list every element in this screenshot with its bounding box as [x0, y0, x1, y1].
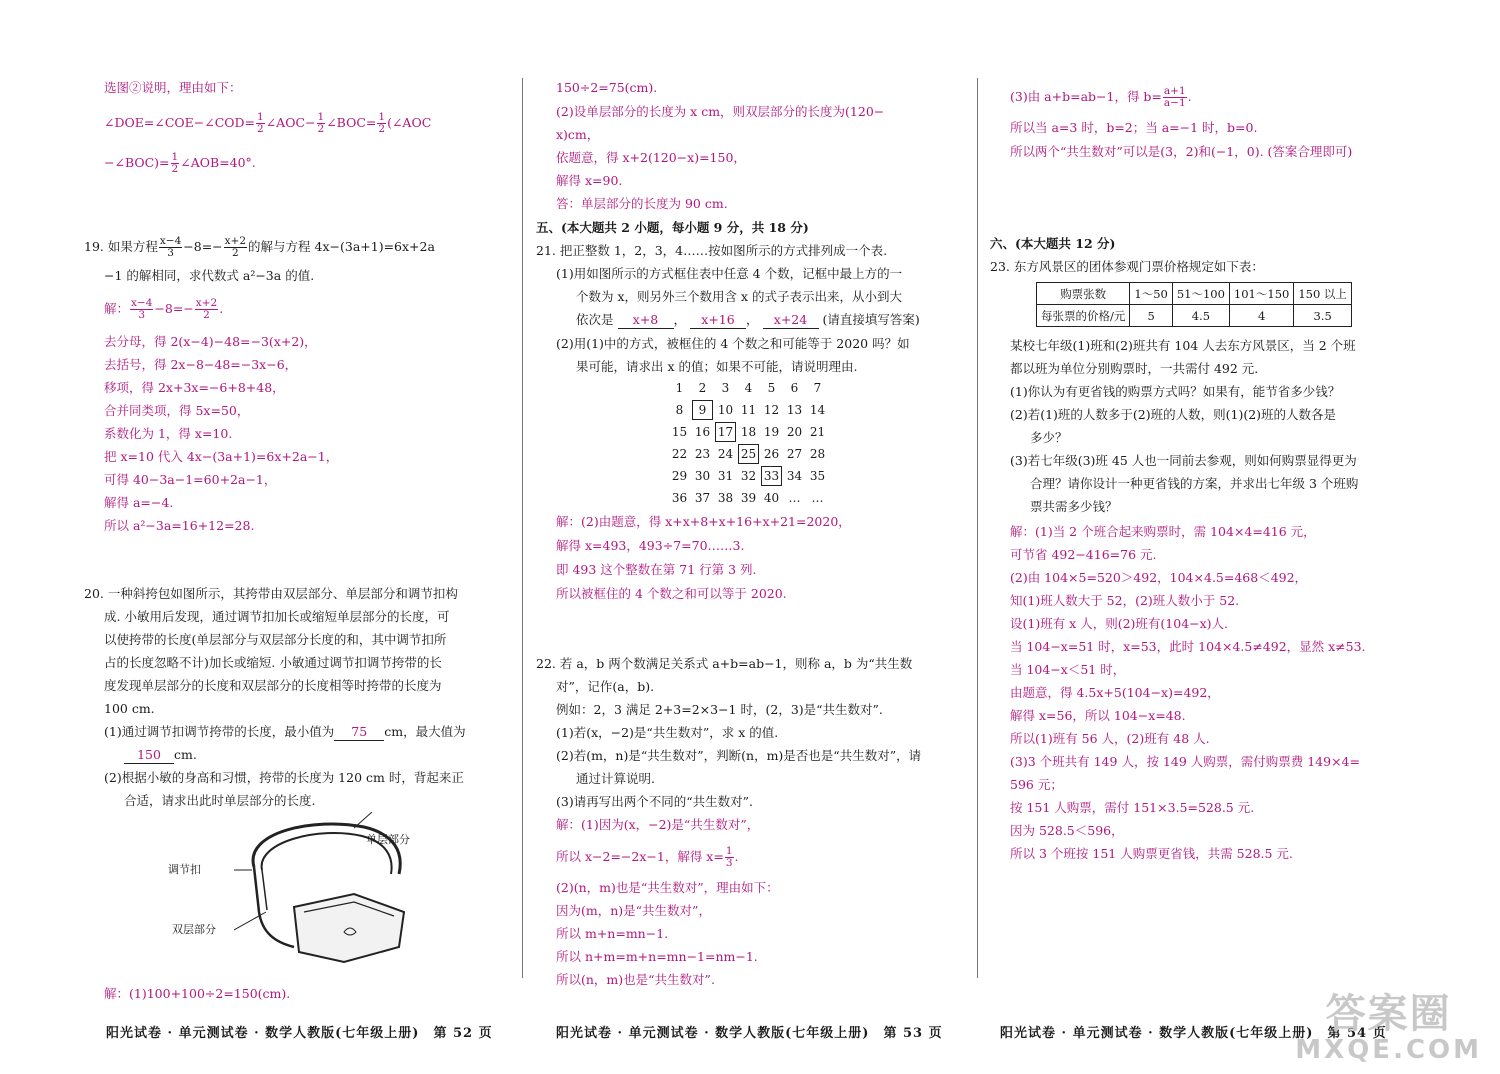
grid-cell: 26	[763, 447, 780, 461]
question-21: 21. 把正整数 1，2，3，4……按如图所示的方式排列成一个表.	[536, 243, 888, 258]
solution-20-line: 解得 x=90.	[556, 173, 623, 188]
question-23-line: (1)你认为有更省钱的购票方式吗？如果有，能节省多少钱？	[1010, 384, 1341, 399]
solution-19-line: 可得 40−3a−1=60+2a−1，	[104, 472, 277, 487]
table-header-cell: 150 以上	[1294, 283, 1352, 305]
solution-23-line: 由题意，得 4.5x+5(104−x)=492，	[1010, 685, 1220, 700]
section-5-heading: 五、(本大题共 2 小题，每小题 9 分，共 18 分)	[536, 220, 809, 235]
grid-cell: 35	[809, 469, 826, 483]
solution-23-line: 可节省 492−416=76 元.	[1010, 547, 1157, 562]
question-22-line: (2)若(m，n)是“共生数对”，判断(n，m)是否也是“共生数对”，请	[556, 748, 922, 763]
grid-cell: 29	[671, 469, 688, 483]
grid-cell: 21	[809, 425, 826, 439]
question-23-line: 合理？请你设计一种更省钱的方案，并求出七年级 3 个班购	[1030, 476, 1359, 491]
answer-blank: 150	[124, 747, 174, 764]
grid-cell: 28	[809, 447, 826, 461]
solution-22-line: 解：(1)因为(x，−2)是“共生数对”，	[556, 817, 760, 832]
grid-cell: …	[788, 491, 801, 505]
answer-line: −∠BOC)= $\frac{1}{2}$ ∠AOB=40°.	[104, 151, 256, 175]
question-21-line: (1)用如图所示的方式框住表中任意 4 个数，记框中最上方的一	[556, 266, 903, 281]
grid-cell: 24	[717, 447, 734, 461]
solution-22-line: (3)由 a+b=ab−1，得 b= $\frac{a+1}{a-1}$ .	[1010, 85, 1192, 109]
table-row-label: 每张票的价格/元	[1037, 305, 1130, 327]
solution-21-line: 即 493 这个整数在第 71 行第 3 列.	[556, 562, 757, 577]
question-21-line: 个数为 x，则另外三个数用含 x 的式子表示出来，从小到大	[576, 289, 903, 304]
grid-cell: 27	[786, 447, 803, 461]
grid-cell: 8	[675, 403, 684, 417]
solution-19-line: 移项，得 2x+3x=−6+8+48，	[104, 380, 285, 395]
question-23-line: 票共需多少钱？	[1030, 499, 1118, 514]
solution-22-line: 所以 x−2=−2x−1，解得 x= $\frac{1}{3}$ .	[556, 845, 739, 869]
question-23-line: 某校七年级(1)班和(2)班共有 104 人去东方风景区，当 2 个班	[1010, 338, 1356, 353]
grid-cell: 23	[694, 447, 711, 461]
site-watermark: 答案圈 MXQE.COM	[1295, 991, 1482, 1065]
question-22-line: (1)若(x，−2)是“共生数对”，求 x 的值.	[556, 725, 779, 740]
question-21-line: 果可能，请求出 x 的值；如果不可能，请说明理由.	[576, 359, 858, 374]
solution-23-line: (3)3 个班共有 149 人，按 149 人购票，需付购票费 149×4=	[1010, 754, 1360, 769]
question-19-line-2: −1 的解相同，求代数式 a²−3a 的值.	[104, 268, 315, 283]
ticket-price-table	[1036, 282, 1352, 327]
solution-19-line: 把 x=10 代入 4x−(3a+1)=6x+2a−1，	[104, 449, 339, 464]
page-footer-53: 阳光试卷 · 单元测试卷 · 数学人教版(七年级上册) 第 53 页	[556, 1026, 943, 1041]
answer-blank: x+24	[763, 312, 819, 329]
solution-20-line: 答：单层部分的长度为 90 cm.	[556, 196, 728, 211]
answer-blank: x+16	[690, 312, 746, 329]
solution-22-line: (2)(n，m)也是“共生数对”，理由如下：	[556, 880, 779, 895]
table-header-cell: 1～50	[1130, 283, 1172, 305]
question-20-part-1-line-2: 150 cm.	[124, 747, 197, 764]
grid-cell: …	[811, 491, 824, 505]
section-6-heading: 六、(本大题共 12 分)	[990, 236, 1116, 251]
solution-20-line: 解：(1)100+100÷2=150(cm).	[104, 986, 291, 1001]
question-23-line: (2)若(1)班的人数多于(2)班的人数，则(1)(2)班的人数各是	[1010, 407, 1337, 422]
grid-cell: 17	[714, 421, 737, 443]
question-20-part-2-line-2: 合适，请求出此时单层部分的长度.	[124, 793, 316, 808]
answer-line: ∠DOE=∠COE−∠COD= $\frac{1}{2}$ ∠AOC− $\frac{1}{2}$ ∠BOC= $\frac{1}{2}$ (∠AOC	[104, 111, 432, 135]
solution-20-line: x)cm，	[556, 127, 600, 142]
grid-cell: 40	[763, 491, 780, 505]
solution-23-line: 596 元；	[1010, 777, 1063, 792]
solution-19-line: 去括号，得 2x−8−48=−3x−6，	[104, 357, 298, 372]
question-23-line: (3)若七年级(3)班 45 人也一同前去参观，则如何购票显得更为	[1010, 453, 1357, 468]
question-20-line: 100 cm.	[104, 701, 155, 716]
solution-23-line: 因为 528.5＜596，	[1010, 823, 1124, 838]
figure-label-double: 双层部分	[172, 923, 216, 936]
solution-21-line: 解：(2)由题意，得 x+x+8+x+16+x+21=2020，	[556, 514, 851, 529]
grid-cell: 19	[763, 425, 780, 439]
answer-blank: 75	[334, 724, 384, 741]
solution-19-line: 解得 a=−4.	[104, 495, 174, 510]
page-footer-54: 阳光试卷 · 单元测试卷 · 数学人教版(七年级上册) 第 54 页	[1000, 1026, 1387, 1041]
solution-23-line: 所以(1)班有 56 人，(2)班有 48 人.	[1010, 731, 1210, 746]
grid-cell: 18	[740, 425, 757, 439]
question-22-line: 例如：2，3 满足 2+3=2×3−1 时，(2，3)是“共生数对”.	[556, 702, 883, 717]
grid-cell: 20	[786, 425, 803, 439]
solution-23-line: 解得 x=56，所以 104−x=48.	[1010, 708, 1186, 723]
table-header-cell: 51～100	[1172, 283, 1229, 305]
solution-23-line: 按 151 人购票，需付 151×3.5=528.5 元.	[1010, 800, 1255, 815]
question-22-line: (3)请再写出两个不同的“共生数对”.	[556, 794, 753, 809]
solution-20-line: 150÷2=75(cm).	[556, 80, 658, 95]
question-23-line: 都以班为单位分别购票时，一共需付 492 元.	[1010, 361, 1259, 376]
grid-cell: 9	[691, 399, 714, 421]
solution-21-line: 解得 x=493，493÷7=70……3.	[556, 538, 745, 553]
question-23-line: 多少？	[1030, 430, 1068, 445]
solution-20-line: (2)设单层部分的长度为 x cm，则双层部分的长度为(120−	[556, 104, 885, 119]
grid-cell: 25	[737, 443, 760, 465]
grid-cell: 16	[694, 425, 711, 439]
grid-cell: 12	[763, 403, 780, 417]
grid-cell: 39	[740, 491, 757, 505]
question-20-line: 度发现单层部分的长度和双层部分的长度相等时挎带的长度为	[104, 678, 442, 693]
table-cell: 3.5	[1294, 305, 1352, 327]
question-21-answers: 依次是 x+8 ， x+16 ， x+24 (请直接填写答案)	[576, 312, 920, 327]
grid-cell: 32	[740, 469, 757, 483]
question-22-line: 对”，记作(a，b).	[556, 679, 655, 694]
question-19: 19. 如果方程 $\frac{x-4}{3}$ −8=− $\frac{x+2}{2}$ 的解与方程 4x−(3a+1)=6x+2a	[84, 235, 435, 259]
solution-22-line: 所以当 a=3 时，b=2；当 a=−1 时，b=0.	[1010, 120, 1258, 135]
solution-19-line: 去分母，得 2(x−4)−48=−3(x+2)，	[104, 334, 317, 349]
solution-22-line: 所以 n+m=m+n=mn−1=nm−1.	[556, 949, 758, 964]
grid-cell: 34	[786, 469, 803, 483]
grid-cell: 7	[813, 381, 822, 395]
grid-cell: 11	[740, 403, 757, 417]
grid-cell: 38	[717, 491, 734, 505]
question-20: 20. 一种斜挎包如图所示，其挎带由双层部分、单层部分和调节扣构	[84, 586, 458, 601]
solution-19-line: 所以 a²−3a=16+12=28.	[104, 518, 255, 533]
grid-cell: 15	[671, 425, 688, 439]
answer-blank: x+8	[618, 312, 674, 329]
question-22: 22. 若 a，b 两个数满足关系式 a+b=ab−1，则称 a，b 为“共生数	[536, 656, 913, 671]
question-20-part-2: (2)根据小敏的身高和习惯，挎带的长度为 120 cm 时，背起来正	[104, 770, 464, 785]
grid-cell: 33	[760, 465, 783, 487]
answer-line: 选图②说明，理由如下：	[104, 80, 242, 95]
grid-cell: 10	[717, 403, 734, 417]
solution-22-line: 所以(n，m)也是“共生数对”.	[556, 972, 715, 987]
solution-19-line: 系数化为 1，得 x=10.	[104, 426, 233, 441]
question-20-part-1: (1)通过调节扣调节挎带的长度，最小值为 75 cm，最大值为	[104, 724, 466, 739]
column-divider-2	[977, 78, 978, 978]
solution-22-line: 因为(m，n)是“共生数对”，	[556, 903, 711, 918]
number-grid	[668, 377, 829, 509]
question-20-line: 以使挎带的长度(单层部分与双层部分长度的和，其中调节扣所	[104, 632, 447, 647]
solution-23-line: 所以 3 个班按 151 人购票更省钱，共需 528.5 元.	[1010, 846, 1293, 861]
grid-cell: 1	[675, 381, 684, 395]
figure-label-single: 单层部分	[366, 833, 410, 846]
grid-cell: 4	[744, 381, 753, 395]
grid-cell: 13	[786, 403, 803, 417]
question-20-line: 占的长度忽略不计)加长或缩短. 小敏通过调节扣调节挎带的长	[104, 655, 442, 670]
grid-cell: 30	[694, 469, 711, 483]
solution-23-line: 解：(1)当 2 个班合起来购票时，需 104×4=416 元，	[1010, 524, 1316, 539]
question-23: 23. 东方风景区的团体参观门票价格规定如下表：	[990, 259, 1264, 274]
table-cell: 4.5	[1172, 305, 1229, 327]
solution-20-line: 依题意，得 x+2(120−x)=150，	[556, 150, 746, 165]
grid-cell: 2	[698, 381, 707, 395]
grid-cell: 14	[809, 403, 826, 417]
solution-23-line: 当 104−x=51 时，x=53，此时 104×4.5≠492，显然 x≠53.	[1010, 639, 1366, 654]
solution-19-line: 解： $\frac{x-4}{3}$ −8=− $\frac{x+2}{2}$ .	[104, 297, 224, 321]
solution-22-line: 所以 m+n=mn−1.	[556, 926, 669, 941]
solution-19-line: 合并同类项，得 5x=50，	[104, 403, 250, 418]
grid-cell: 31	[717, 469, 734, 483]
question-20-line: 成. 小敏用后发现，通过调节扣加长或缩短单层部分的长度，可	[104, 609, 450, 624]
table-cell: 4	[1229, 305, 1293, 327]
grid-cell: 22	[671, 447, 688, 461]
grid-cell: 37	[694, 491, 711, 505]
solution-21-line: 所以被框住的 4 个数之和可以等于 2020.	[556, 586, 787, 601]
question-21-line: (2)用(1)中的方式，被框住的 4 个数之和可能等于 2020 吗？如	[556, 336, 910, 351]
solution-23-line: 知(1)班人数大于 52，(2)班人数小于 52.	[1010, 593, 1240, 608]
column-divider-1	[522, 78, 523, 978]
solution-23-line: (2)由 104×5=520＞492，104×4.5=468＜492，	[1010, 570, 1308, 585]
table-cell: 5	[1130, 305, 1172, 327]
solution-22-line: 所以两个“共生数对”可以是(3，2)和(−1，0). (答案合理即可)	[1010, 144, 1353, 159]
grid-cell: 3	[721, 381, 730, 395]
grid-cell: 5	[767, 381, 776, 395]
page-footer-52: 阳光试卷 · 单元测试卷 · 数学人教版(七年级上册) 第 52 页	[106, 1026, 493, 1041]
figure-label-buckle: 调节扣	[168, 863, 201, 876]
table-header-cell: 购票张数	[1037, 283, 1130, 305]
table-header-cell: 101～150	[1229, 283, 1293, 305]
solution-23-line: 当 104−x＜51 时，	[1010, 662, 1126, 677]
solution-23-line: 设(1)班有 x 人，则(2)班有(104−x)人.	[1010, 616, 1229, 631]
grid-cell: 36	[671, 491, 688, 505]
grid-cell: 6	[790, 381, 799, 395]
question-22-line: 通过计算说明.	[576, 771, 655, 786]
